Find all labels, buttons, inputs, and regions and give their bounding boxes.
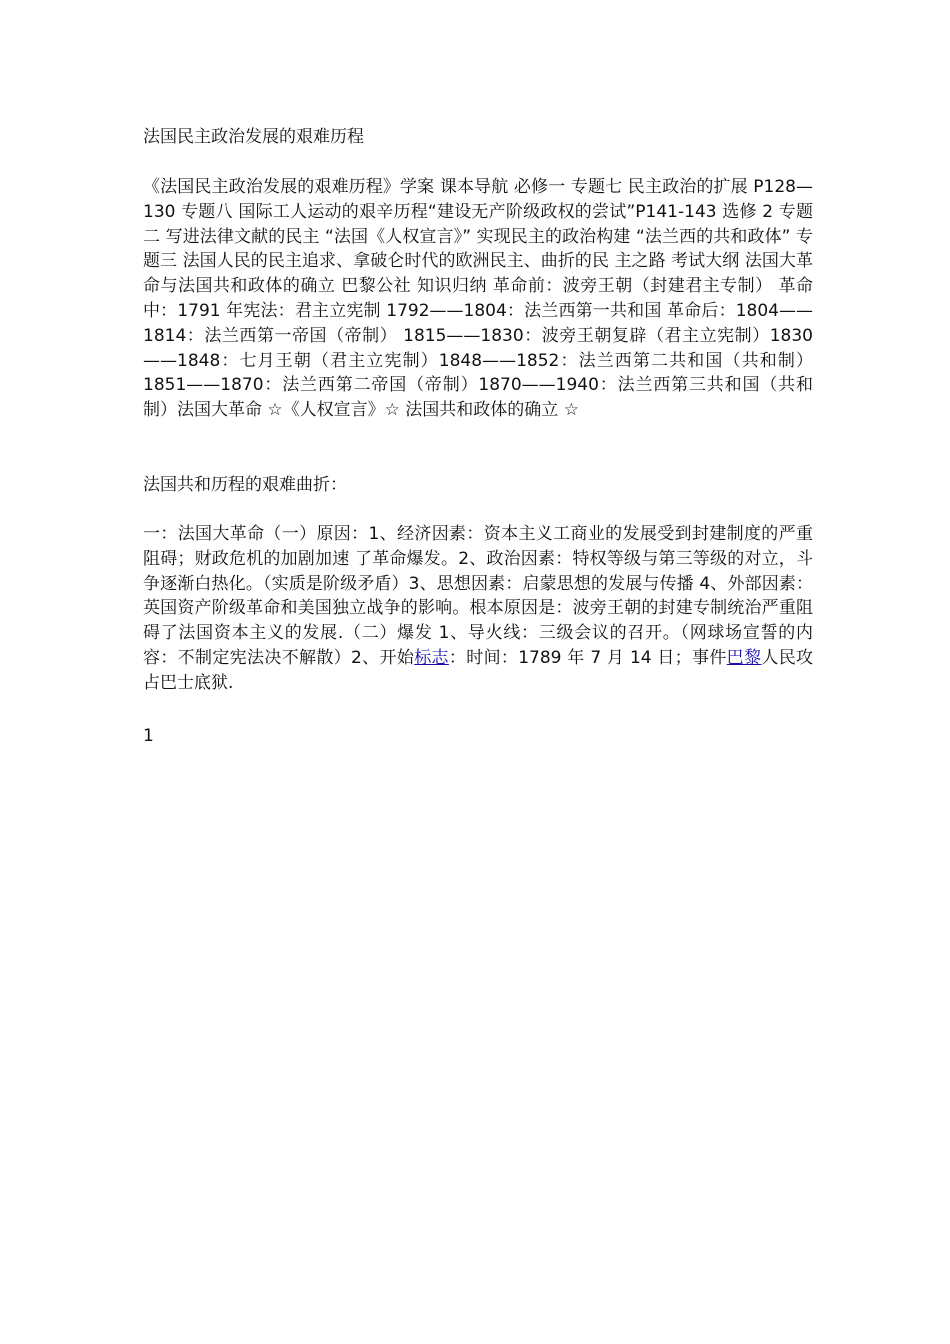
page-number: 1 (143, 726, 154, 746)
subheading: 法国共和历程的艰难曲折： (143, 475, 347, 495)
section1-paragraph (143, 522, 813, 696)
intro-paragraph: 《法国民主政治发展的艰难历程》学案 课本导航 必修一 专题七 民主政治的扩展 P128—130 专题八 国际工人运动的艰辛历程“建设无产阶级政权的尝试”P141-143 选修 2 专题二 写进法律文献的民主 “法国《人权宣言》” 实现民主的政治构建 “法兰西的共和政体” 专题三 法国人民的民主追求、拿破仑时代的欧洲民主、曲折的民 主之路 考试大纲 法国大革命与法国共和政体的确立 巴黎公社 知识归纳 革命前：波旁王朝（封建君主专制） 革命中：1791 年宪法：君主立宪制 1792——1804：法兰西第一共和国 革命后：1804——1814：法兰西第一帝国（帝制） 1815——1830：波旁王朝复辟（君主立宪制）1830——1848：七月王朝（君主立宪制）1848——1852：法兰西第二共和国（共和制）1851——1870：法兰西第二帝国（帝制）1870——1940：法兰西第三共和国（共和制）法国大革命 ☆《人权宣言》☆ 法国共和政体的确立 ☆ (143, 177, 813, 421)
link-bali[interactable]: 巴黎 (726, 647, 762, 668)
link-biaozhi[interactable]: 标志 (414, 647, 449, 668)
section1-text-b: ：时间：1789 年 7 月 14 日；事件 (448, 647, 727, 668)
document-title: 法国民主政治发展的艰难历程 (143, 127, 364, 147)
section1-text-a: 一：法国大革命（一）原因：1、经济因素：资本主义工商业的发展受到封建制度的严重阻碍；财政危机的加剧加速 了革命爆发。2、政治因素：特权等级与第三等级的对立，斗争逐渐白热化。（实质是阶级矛盾）3、思想因素：启蒙思想的发展与传播 4、外部因素：英国资产阶级革命和美国独立战争的影响。根本原因是：波旁王朝的封建专制统治严重阻碍了法国资本主义的发展.（二）爆发 1、导火线：三级会议的召开。（网球场宣誓的内容：不制定宪法决不解散）2、开始 (143, 524, 813, 668)
section1-text-c: 人民攻占巴士底狱. (143, 647, 814, 693)
